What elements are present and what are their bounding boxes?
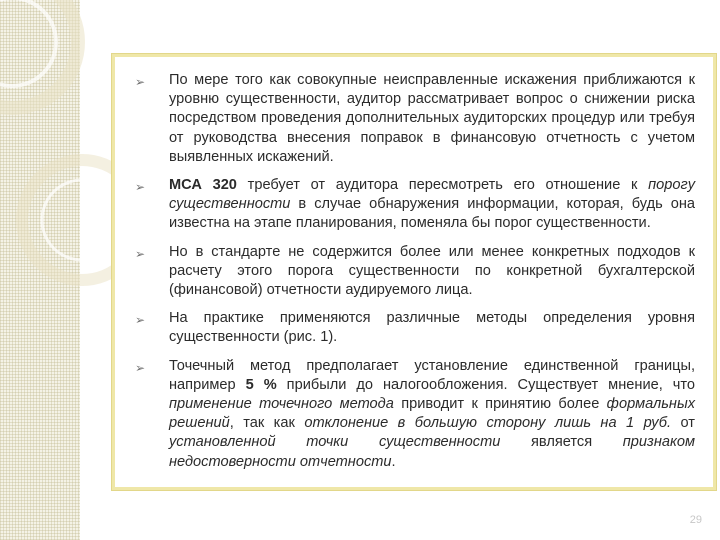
bullet-text: По мере того как совокупные неисправленные искажения приближаются к уровню существенности, аудитор рассматривает вопрос о снижении риска посредством проведения дополнительных аудиторских процедур или требуя от руководства внесения поправок в финансовую отчетность с учетом выявленных искажений.: [169, 72, 695, 165]
bullet-text: 5 %: [245, 376, 277, 393]
arrowhead-bullet-icon: ➢: [135, 360, 146, 375]
arrowhead-bullet-icon: ➢: [135, 75, 146, 89]
bullet-item: [135, 357, 695, 472]
page-number: 29: [689, 514, 702, 526]
bullet-text: в случае обнаружения информации, которая, будь она известна на этапе планирования, поменяла бы порог существенности.: [169, 196, 695, 232]
bullet-text: является: [500, 434, 623, 451]
bullet-text: .: [391, 453, 396, 470]
arrowhead-bullet-icon: ➢: [135, 313, 146, 328]
bullet-text: МСА 320: [169, 177, 237, 194]
bullet-list: [135, 71, 695, 481]
bullet-text: от: [671, 415, 695, 432]
bullet-text: порогу существенности: [169, 177, 696, 213]
bullet-text: отклонение в большую сторону лишь на 1 руб.: [304, 415, 672, 432]
bullet-item: [135, 176, 695, 234]
bullet-item: [135, 71, 695, 167]
bullet-text: требует от аудитора пересмотреть его отношение к: [236, 177, 649, 194]
bullet-text: формальных решений: [169, 396, 695, 432]
bullet-item: [135, 243, 695, 301]
bullet-text: установленной точки существенности: [169, 434, 501, 451]
bullet-item: [135, 309, 695, 347]
bullet-text: приводит к принятию более: [393, 396, 607, 413]
bullet-text: прибыли до налогообложения. Существует мнение, что: [276, 376, 695, 393]
bullet-text: , так как: [229, 415, 305, 432]
arrowhead-bullet-icon: ➢: [135, 180, 146, 195]
bullet-text: признаком недостоверности отчетности: [169, 434, 695, 470]
bullet-text: Точечный метод предполагает установление единственной границы, например: [169, 357, 695, 393]
arrowhead-bullet-icon: ➢: [135, 246, 146, 261]
bullet-text: Но в стандарте не содержится более или менее конкретных подходов к расчету этого порога существенности по конкретной бухгалтерской (финансовой) отчетности аудируемого лица.: [169, 243, 695, 299]
bullet-text: На практике применяются различные методы определения уровня существенности (рис. 1).: [169, 310, 695, 346]
content-frame: [112, 54, 716, 490]
bullet-text: применение точечного метода: [169, 396, 394, 413]
